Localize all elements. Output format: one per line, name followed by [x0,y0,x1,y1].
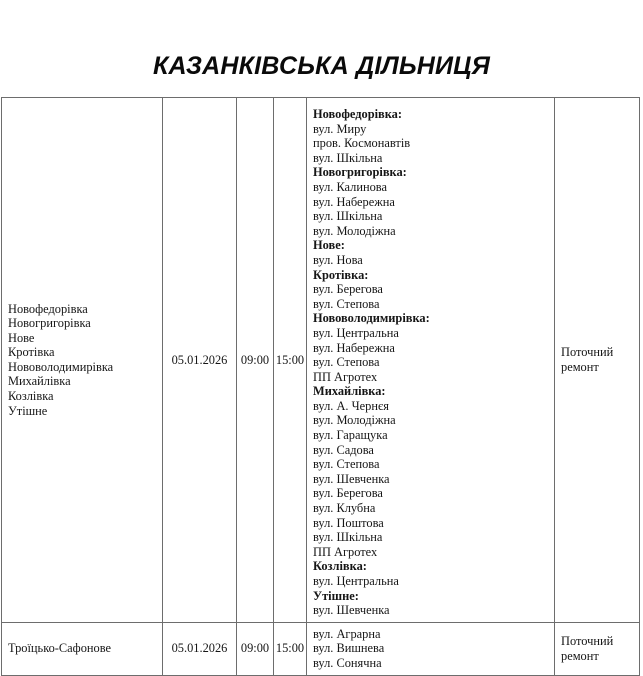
address-line: вул. Набережна [313,340,395,355]
address-line: вул. Шкільна [313,530,383,545]
address-line: вул. Центральна [313,325,399,340]
address-line: ПП Агротех [313,544,378,559]
list-item: Троїцько-Сафонове [8,641,112,656]
address-line: вул. Степова [313,296,380,311]
settlement-list [8,641,157,656]
time-from-cell: 09:00 [237,622,274,675]
list-item: Михайлівка [8,374,71,389]
list-item: Утішне [8,403,48,418]
address-line: вул. Степова [313,355,380,370]
work-type-cell [555,98,640,623]
address-line: вул. Сонячна [313,655,382,670]
address-line: вул. Шевченка [313,603,390,618]
outage-schedule-table [1,97,640,676]
list-item: Козлівка [8,389,54,404]
list-item: Кротівка [8,345,55,360]
address-line: вул. Берегова [313,486,383,501]
address-line: вул. Центральна [313,574,399,588]
address-group-heading: Козлівка: [313,559,367,574]
work-type-text: Поточний ремонт [561,345,614,374]
address-group-heading: Нововолодимирівка: [313,311,430,326]
list-item: Новофедорівка [8,301,88,316]
settlement-list [8,302,157,419]
address-line: вул. Гаращука [313,428,388,443]
settlements-cell [2,622,163,675]
address-line: вул. Садова [313,442,374,457]
address-line: вул. Степова [313,457,380,472]
address-line: вул. Миру [313,121,367,136]
address-group-heading: Кротівка: [313,267,369,282]
address-group-heading: Михайлівка: [313,384,386,399]
list-item: Новогригорівка [8,316,91,331]
address-line: ПП Агротех [313,369,378,384]
address-line: вул. Шкільна [313,150,383,165]
address-line: вул. Набережна [313,194,395,209]
address-line: вул. Аграрна [313,626,381,641]
address-line: вул. Молодіжна [313,413,396,428]
page-title: КАЗАНКІВСЬКА ДІЛЬНИЦЯ [152,52,491,80]
address-line: вул. Берегова [313,282,383,297]
address-group-heading: Утішне: [313,588,359,603]
address-line: вул. Шевченка [313,471,390,486]
address-line: пров. Космонавтів [313,136,411,151]
address-group-heading: Новофедорівка: [313,107,402,121]
settlements-cell [2,98,163,623]
address-line: вул. Поштова [313,515,384,530]
address-group-heading: Новогригорівка: [313,165,407,180]
time-to-cell: 15:00 [274,622,307,675]
table-row [2,98,640,623]
date-cell: 05.01.2026 [163,622,237,675]
address-line: вул. Молодіжна [313,223,396,238]
table-row [2,622,640,675]
date-cell: 05.01.2026 [163,98,237,623]
work-type-cell [555,622,640,675]
address-line: вул. Клубна [313,501,376,516]
addresses-cell [307,622,555,675]
address-line: вул. А. Чернєя [313,398,389,413]
time-from-cell: 09:00 [237,98,274,623]
address-list [313,627,549,671]
address-line: вул. Калинова [313,179,387,194]
work-type-text: Поточний ремонт [561,634,614,663]
address-line: вул. Вишнева [313,641,385,656]
address-line: вул. Шкільна [313,209,383,224]
addresses-cell [307,98,555,623]
list-item: Нове [8,330,35,345]
table-body [2,98,640,676]
time-to-cell: 15:00 [274,98,307,623]
address-list [313,107,549,618]
address-line: вул. Нова [313,252,363,267]
address-group-heading: Нове: [313,238,345,253]
list-item: Нововолодимирівка [8,359,114,374]
